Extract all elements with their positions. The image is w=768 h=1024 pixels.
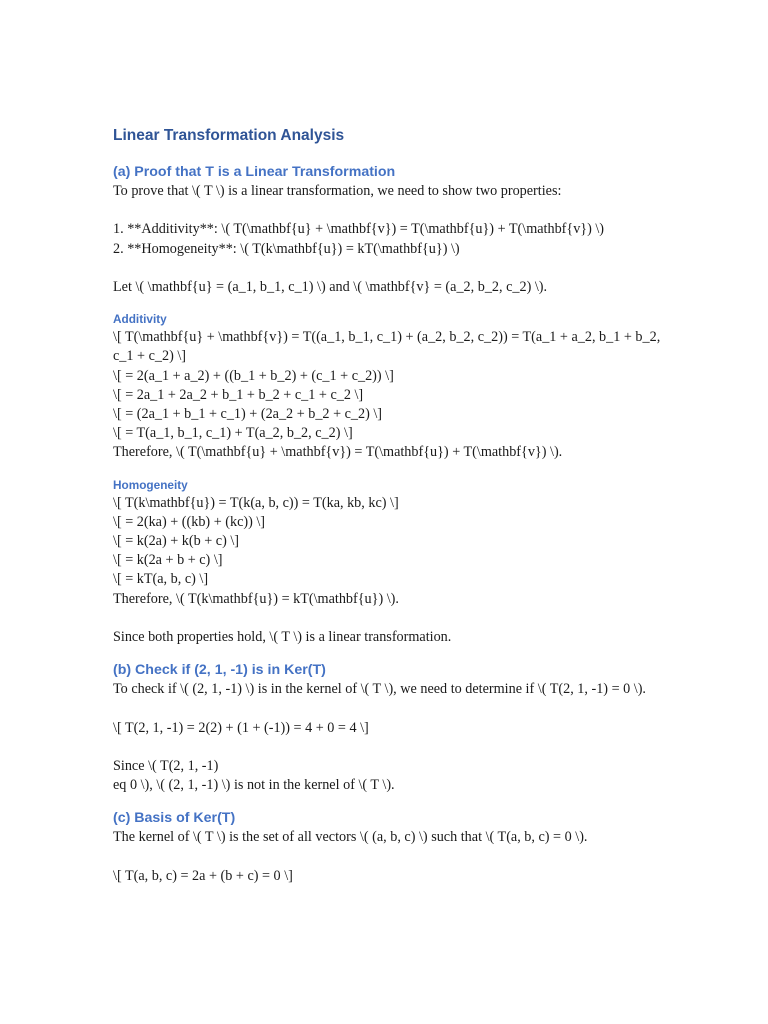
document-page (113, 126, 673, 886)
additivity-line: \[ = (2a_1 + b_1 + c_1) + (2a_2 + b_2 + c_2) \] (113, 406, 383, 422)
homogeneity-line: \[ = k(2a + b + c) \] (113, 552, 223, 569)
section-b-since-line: eq 0 \), \( (2, 1, -1) \) is not in the kernel of \( T \). (113, 777, 395, 794)
section-b-since-line: Since \( T(2, 1, -1) (113, 758, 219, 774)
property-homogeneity: 2. **Homogeneity**: \( T(k\mathbf{u}) = kT(\mathbf{u}) \) (113, 240, 460, 257)
additivity-conclusion: Therefore, \( T(\mathbf{u} + \mathbf{v}) = T(\mathbf{u}) + T(\mathbf{v}) \). (113, 444, 563, 461)
section-a-intro: To prove that \( T \) is a linear transformation, we need to show two properties: (113, 183, 562, 199)
section-a-conclusion: Since both properties hold, \( T \) is a linear transformation. (113, 629, 452, 646)
section-c-heading: (c) Basis of Ker(T) (113, 810, 236, 827)
homogeneity-line: \[ T(k\mathbf{u}) = T(k(a, b, c)) = T(ka, kb, kc) \] (113, 494, 399, 511)
section-b-calculation: \[ T(2, 1, -1) = 2(2) + (1 + (-1)) = 4 + 0 = 4 \] (113, 719, 369, 736)
additivity-line: \[ T(\mathbf{u} + \mathbf{v}) = T((a_1, b_1, c_1) + (a_2, b_2, c_2)) = T(a_1 + a_2, b_1 + b_2, c_1 + c_2) \] (113, 329, 661, 365)
additivity-line: \[ = 2(a_1 + a_2) + ((b_1 + b_2) + (c_1 + c_2)) \] (113, 367, 394, 384)
section-a-heading: (a) Proof that T is a Linear Transformation (113, 164, 396, 180)
homogeneity-line: \[ = 2(ka) + ((kb) + (kc)) \] (113, 513, 266, 530)
homogeneity-line: \[ = kT(a, b, c) \] (113, 571, 209, 588)
section-b-heading: (b) Check if (2, 1, -1) is in Ker(T) (113, 662, 326, 679)
homogeneity-heading: Homogeneity (113, 477, 188, 492)
additivity-heading: Additivity (113, 312, 167, 327)
homogeneity-conclusion: Therefore, \( T(k\mathbf{u}) = kT(\mathbf{u}) \). (113, 590, 399, 607)
document-title: Linear Transformation Analysis (113, 127, 345, 144)
additivity-line: \[ = T(a_1, b_1, c_1) + T(a_2, b_2, c_2) \] (113, 425, 353, 442)
section-b-intro: To check if \( (2, 1, -1) \) is in the kernel of \( T \), we need to determine if \( T(2, 1, -1) = 0 \). (113, 681, 646, 698)
property-additivity: 1. **Additivity**: \( T(\mathbf{u} + \mathbf{v}) = T(\mathbf{u}) + T(\mathbf{v}) \) (113, 221, 605, 238)
section-c-equation: \[ T(a, b, c) = 2a + (b + c) = 0 \] (113, 867, 293, 884)
homogeneity-line: \[ = k(2a) + k(b + c) \] (113, 533, 240, 550)
additivity-line: \[ = 2a_1 + 2a_2 + b_1 + b_2 + c_1 + c_2 \] (113, 386, 364, 403)
section-c-intro: The kernel of \( T \) is the set of all vectors \( (a, b, c) \) such that \( T(a, b, c) = 0 \). (113, 829, 588, 846)
let-statement: Let \( \mathbf{u} = (a_1, b_1, c_1) \) and \( \mathbf{v} = (a_2, b_2, c_2) \). (113, 278, 548, 295)
